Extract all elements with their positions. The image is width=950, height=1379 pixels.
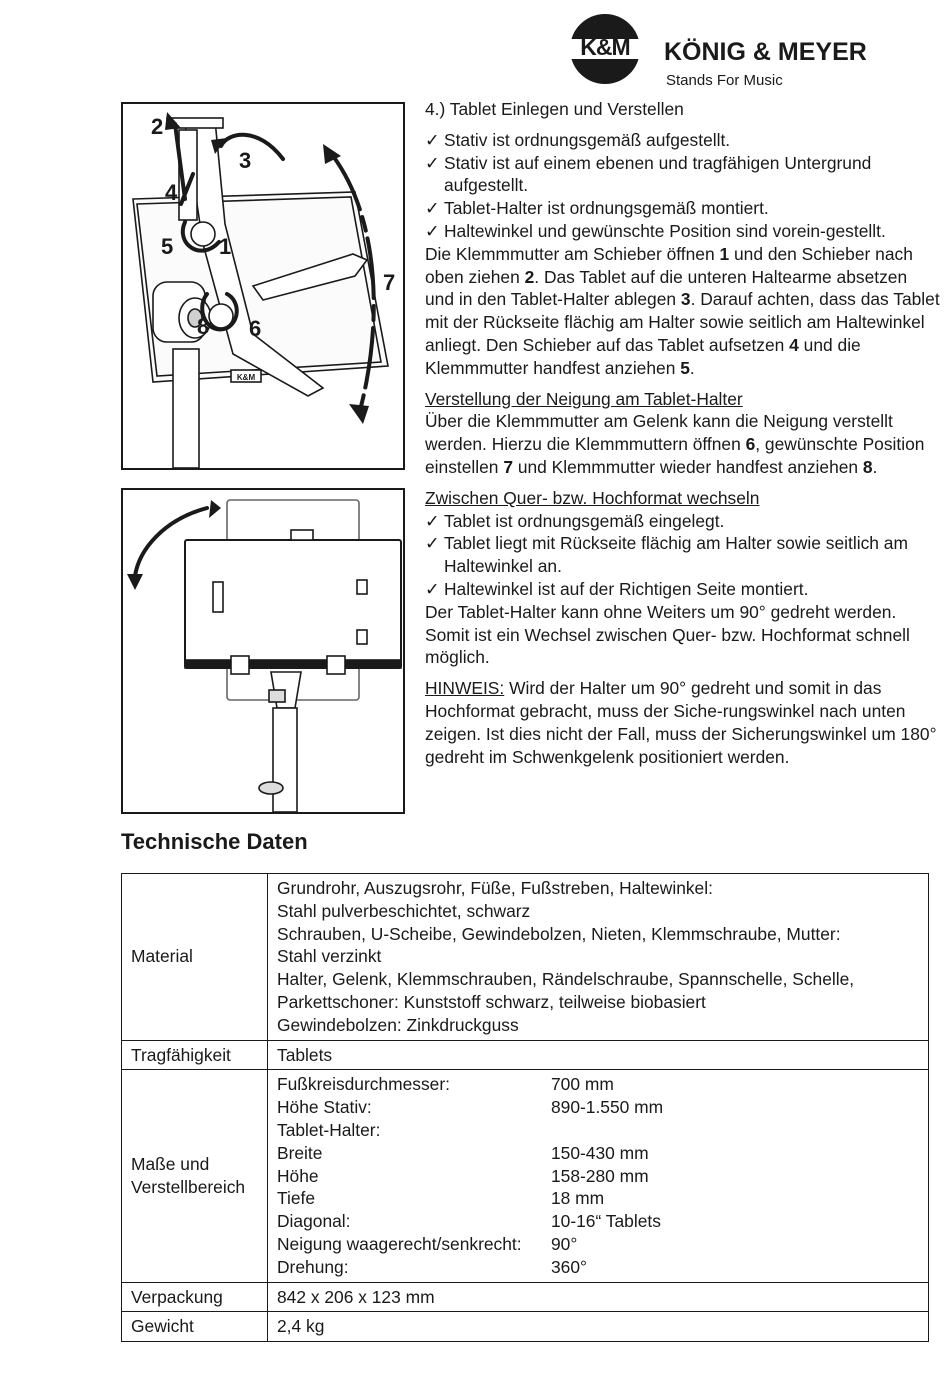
figure-tablet-rotation [121, 488, 405, 814]
check-item: ✓ Tablet ist ordnungsgemäß eingelegt. [425, 510, 725, 531]
brand-slogan: Stands For Music [666, 72, 783, 89]
section-title: 4.) Tablet Einlegen und Verstellen [425, 99, 684, 119]
brand-name: KÖNIG & MEYER [664, 38, 867, 66]
row-label-dimensions: Maße und Verstellbereich [122, 1070, 268, 1282]
tech-data-table [121, 873, 929, 1342]
check-mark-icon: ✓ [425, 152, 440, 173]
instructions-paragraph: Die Klemmmutter am Schieber öffnen 1 und den Schieber nach oben ziehen 2. Das Tablet auf die unteren Haltearme absetzen und in den Tablet-Halter ablegen 3. Darauf achten, dass das Tablet mit der Rückseite flächig am Halter sowie seitlich am Haltewinkel anliegt. Den Schieber auf das Tablet aufsetzen 4 und die Klemmmutter handfest anziehen 5. [425, 243, 940, 378]
note-paragraph: HINWEIS: Wird der Halter um 90° gedreht und somit in das Hochformat gebracht, muss der Siche-rungswinkel nach unten zeigen. Ist dies nicht der Fall, muss der Sicherungswinkel um 180° gedreht im Schwenkgelenk positioniert werden. [425, 678, 937, 767]
check-mark-icon: ✓ [425, 533, 440, 554]
row-label-packaging: Verpackung [122, 1282, 268, 1312]
instructions-column [425, 98, 940, 768]
row-value-material: Grundrohr, Auszugsrohr, Füße, Fußstreben, Haltewinkel: Stahl pulverbeschichtet, schwarz Schrauben, U-Scheibe, Gewindebolzen, Nieten, Klemmschraube, Mutter: Stahl verzinkt Halter, Gelenk, Klemmschrauben, Rändelschraube, Spannschelle, Schelle, Parkettschoner: Kunststoff schwarz, teilweise biobasiert Gewindebolzen: Zinkdruckguss [268, 874, 929, 1041]
callout-2: 2 [151, 114, 164, 139]
row-value-weight: 2,4 kg [268, 1312, 929, 1342]
orientation-paragraph: Der Tablet-Halter kann ohne Weiters um 90° gedreht werden. Somit ist ein Wechsel zwischen Quer- bzw. Hochformat schnell möglich. [425, 601, 910, 668]
check-mark-icon: ✓ [425, 578, 440, 599]
subheading-tilt: Verstellung der Neigung am Tablet-Halter [425, 388, 743, 409]
row-label-weight: Gewicht [122, 1312, 268, 1342]
check-mark-icon: ✓ [425, 129, 440, 150]
check-item: ✓ Haltewinkel ist auf der Richtigen Seite montiert. [425, 578, 809, 599]
tablet-rotation-illustration [123, 490, 403, 812]
row-label-capacity: Tragfähigkeit [122, 1040, 268, 1070]
row-value-dimensions: Fußkreisdurchmesser: 700 mm Höhe Stativ: 890-1.550 mm Tablet-Halter: Breite 150-430 mm Höhe 158-280 mm Tiefe 18 mm Diagonal: 10-16“ Tablets Neigung waagerecht/senkrecht: 90° Drehung: 360° [268, 1070, 929, 1282]
callout-3: 3 [239, 148, 252, 173]
check-item: ✓ Tablet-Halter ist ordnungsgemäß montiert. [425, 198, 769, 219]
table-row [122, 874, 929, 1041]
row-value-packaging: 842 x 206 x 123 mm [268, 1282, 929, 1312]
check-item: ✓ Tablet liegt mit Rückseite flächig am Halter sowie seitlich am Haltewinkel an. [425, 533, 908, 577]
subheading-orientation: Zwischen Quer- bzw. Hochformat wechseln [425, 487, 760, 508]
tilt-paragraph: Über die Klemmmutter am Gelenk kann die Neigung verstellt werden. Hierzu die Klemmmuttern öffnen 6, gewünschte Position einstellen 7 und Klemmmutter wieder handfest anziehen 8. [425, 411, 925, 477]
figure-tablet-mounting [121, 102, 405, 470]
stamp-label: K&M [236, 373, 256, 382]
callout-5: 5 [161, 234, 174, 259]
callout-6: 6 [249, 316, 262, 341]
row-label-material: Material [122, 874, 268, 1041]
check-mark-icon: ✓ [425, 510, 440, 531]
row-value-capacity: Tablets [268, 1040, 929, 1070]
check-item: ✓ Stativ ist ordnungsgemäß aufgestellt. [425, 129, 731, 150]
check-item: ✓ Stativ ist auf einem ebenen und tragfähigen Untergrund aufgestellt. [425, 152, 872, 196]
table-row [122, 1040, 929, 1070]
callout-8: 8 [197, 314, 210, 339]
table-row [122, 1070, 929, 1282]
note-label: HINWEIS: [425, 678, 505, 699]
tech-data-title: Technische Daten [121, 829, 308, 854]
brand-logo [568, 12, 938, 89]
check-mark-icon: ✓ [425, 220, 440, 241]
check-mark-icon: ✓ [425, 198, 440, 219]
callout-1: 1 [219, 234, 232, 259]
tablet-mounting-illustration [123, 104, 403, 468]
check-item: ✓ Haltewinkel und gewünschte Position sind vorein-gestellt. [425, 220, 886, 241]
table-row [122, 1312, 929, 1342]
arrow-curve-3 [221, 135, 283, 159]
callout-7: 7 [383, 270, 396, 295]
callout-4: 4 [165, 180, 178, 205]
logo-mark: K&M [580, 34, 630, 60]
table-row [122, 1282, 929, 1312]
